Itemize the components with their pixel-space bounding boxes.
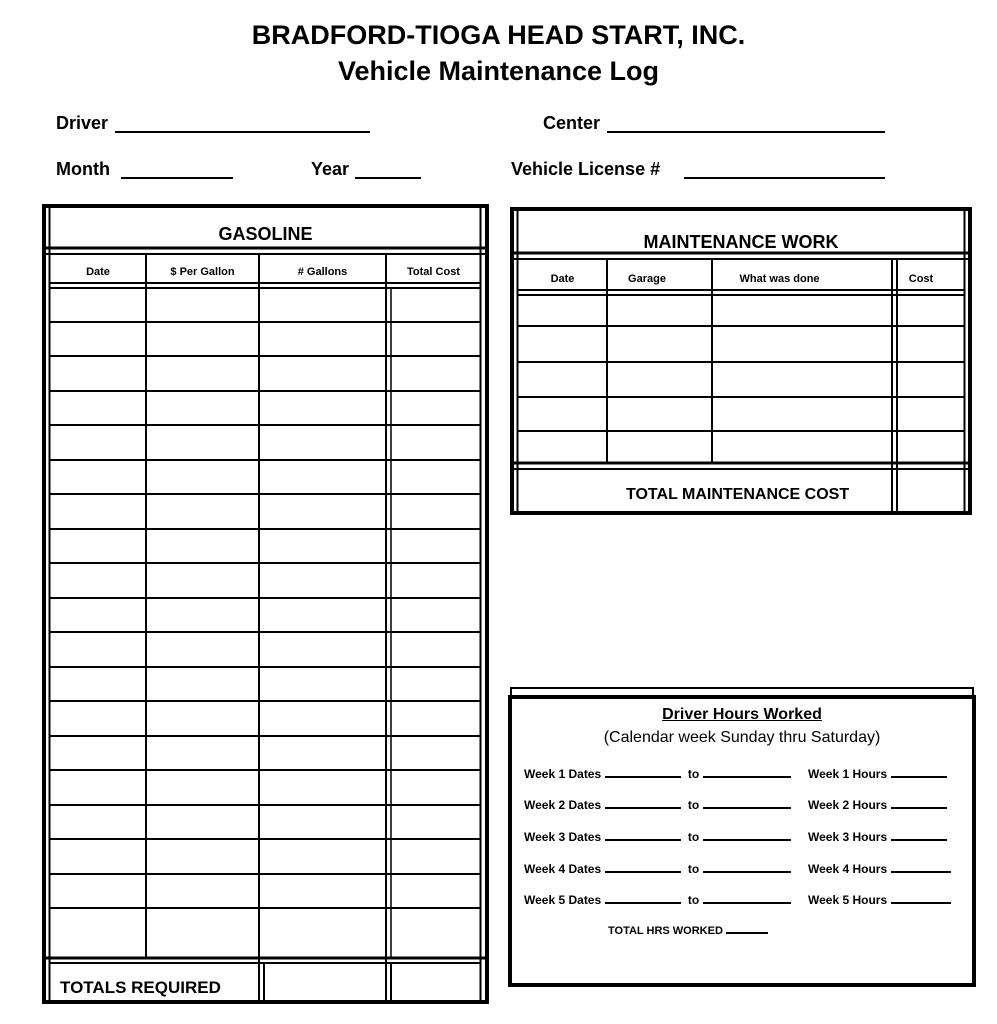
driver-hours-title: Driver Hours Worked <box>662 706 822 723</box>
vehicle-license-field[interactable] <box>684 177 885 179</box>
week-2-end-field[interactable] <box>703 796 791 809</box>
week-3-hours <box>808 828 947 844</box>
week-2-hours <box>808 796 947 812</box>
week-3-hours-field[interactable] <box>891 828 947 841</box>
driver-label: Driver <box>56 113 109 133</box>
week-2-hours-field[interactable] <box>891 796 947 809</box>
month-field[interactable] <box>121 177 233 179</box>
week-2-row <box>524 796 791 812</box>
week-2-dates-label: Week 2 Dates <box>524 798 602 812</box>
week-5-hours-label: Week 5 Hours <box>808 893 888 907</box>
week-2-hours-label: Week 2 Hours <box>808 798 888 812</box>
week-5-row <box>524 891 791 907</box>
week-3-dates-label: Week 3 Dates <box>524 830 602 844</box>
week-3-to-label: to <box>687 830 700 844</box>
month-label: Month <box>56 159 110 179</box>
week-2-to-label: to <box>687 798 700 812</box>
maintenance-col-date: Date <box>550 273 575 285</box>
total-hours-label: TOTAL HRS WORKED <box>608 925 723 937</box>
week-4-to-label: to <box>687 862 700 876</box>
year-field[interactable] <box>355 177 421 179</box>
hours-top-rule <box>510 687 974 689</box>
maintenance-col-what-was-done: What was done <box>739 273 820 285</box>
total-maintenance-cost-label: TOTAL MAINTENANCE COST <box>626 486 850 503</box>
total-hours-row <box>608 921 768 937</box>
hours-top-left-tick <box>510 687 512 695</box>
week-1-hours-field[interactable] <box>891 765 947 778</box>
vehicle-license-label: Vehicle License # <box>511 159 661 179</box>
week-2-start-field[interactable] <box>605 796 681 809</box>
week-5-end-field[interactable] <box>703 891 791 904</box>
hours-top-right-tick <box>972 687 974 695</box>
totals-required-label: TOTALS REQUIRED <box>60 978 221 997</box>
maintenance-col-garage: Garage <box>628 273 666 285</box>
page-title: Vehicle Maintenance Log <box>337 56 660 86</box>
gasoline-table <box>42 204 489 1004</box>
gasoline-title: GASOLINE <box>218 224 313 244</box>
gasoline-col-total-cost: Total Cost <box>407 266 460 278</box>
maintenance-table <box>510 207 972 515</box>
week-4-hours-label: Week 4 Hours <box>808 862 888 876</box>
week-1-row <box>524 765 791 781</box>
gasoline-col-per-gallon: $ Per Gallon <box>170 266 235 278</box>
week-1-start-field[interactable] <box>605 765 681 778</box>
week-1-hours-label: Week 1 Hours <box>808 767 888 781</box>
driver-hours-box <box>508 695 976 987</box>
week-4-hours-field[interactable] <box>891 860 951 873</box>
week-1-dates-label: Week 1 Dates <box>524 767 602 781</box>
year-label: Year <box>311 159 350 179</box>
maintenance-col-cost: Cost <box>908 273 934 285</box>
gasoline-col-date: Date <box>86 266 110 278</box>
week-5-to-label: to <box>687 893 700 907</box>
week-3-start-field[interactable] <box>605 828 681 841</box>
driver-hours-subtitle: (Calendar week Sunday thru Saturday) <box>603 729 881 746</box>
total-hours-field[interactable] <box>726 921 768 934</box>
gasoline-grid <box>46 208 485 1000</box>
driver-field[interactable] <box>115 131 370 133</box>
week-4-start-field[interactable] <box>605 860 681 873</box>
week-4-end-field[interactable] <box>703 860 791 873</box>
week-1-to-label: to <box>687 767 700 781</box>
center-label: Center <box>543 113 601 133</box>
maintenance-title: MAINTENANCE WORK <box>643 232 839 252</box>
week-1-end-field[interactable] <box>703 765 791 778</box>
week-4-hours <box>808 860 951 876</box>
week-4-dates-label: Week 4 Dates <box>524 862 602 876</box>
week-3-row <box>524 828 791 844</box>
maintenance-grid <box>514 211 968 511</box>
center-field[interactable] <box>607 131 885 133</box>
week-3-end-field[interactable] <box>703 828 791 841</box>
week-1-hours <box>808 765 947 781</box>
organization-title: BRADFORD-TIOGA HEAD START, INC. <box>251 20 746 50</box>
week-5-hours <box>808 891 951 907</box>
gasoline-col-gallons: # Gallons <box>297 266 348 278</box>
week-4-row <box>524 860 791 876</box>
week-3-hours-label: Week 3 Hours <box>808 830 888 844</box>
week-5-dates-label: Week 5 Dates <box>524 893 602 907</box>
week-5-hours-field[interactable] <box>891 891 951 904</box>
week-5-start-field[interactable] <box>605 891 681 904</box>
